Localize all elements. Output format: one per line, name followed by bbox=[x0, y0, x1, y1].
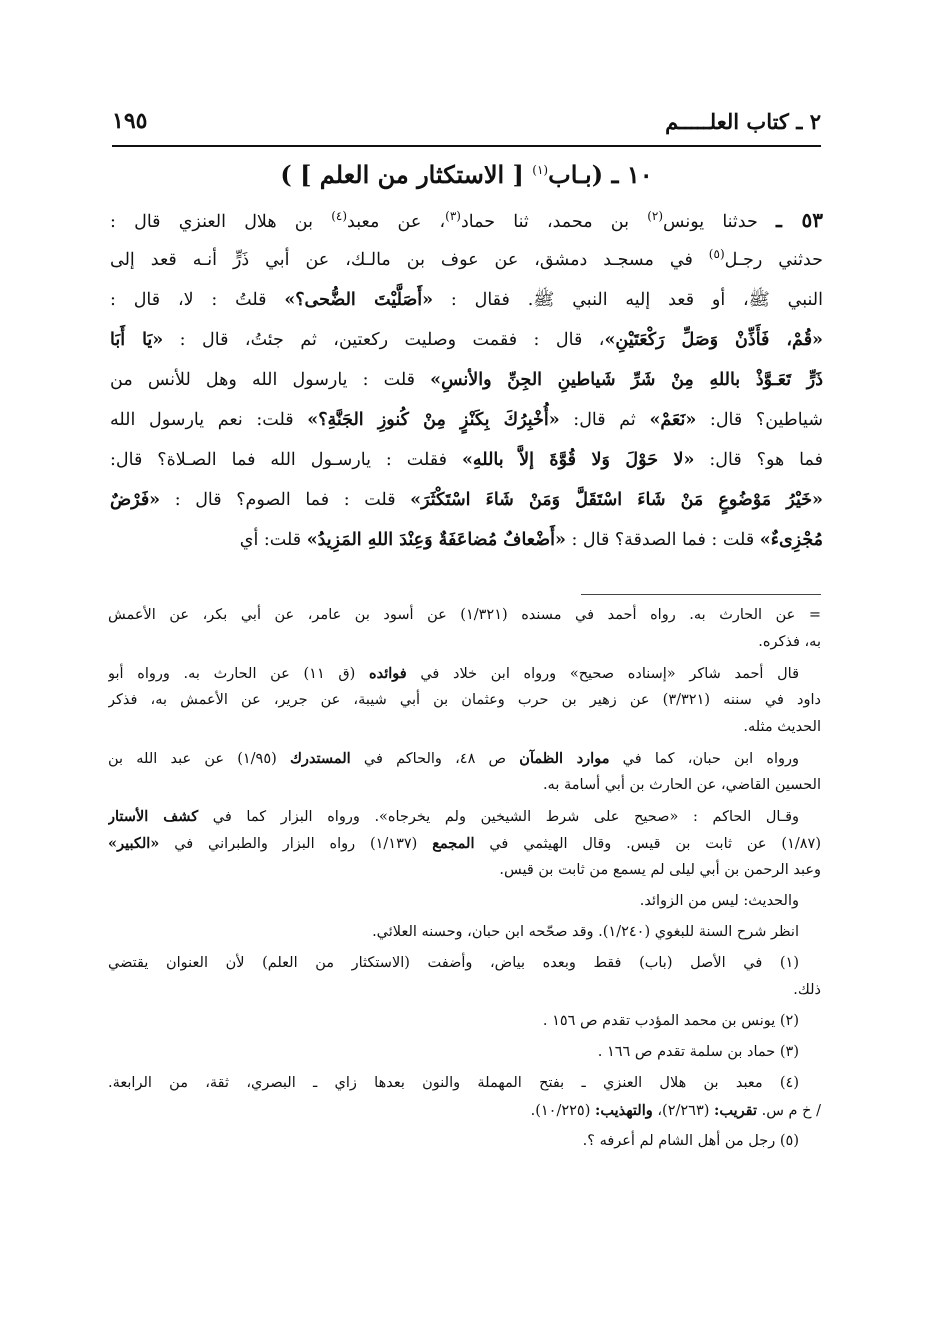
text-run: فما هو؟ قال: bbox=[694, 450, 823, 470]
source-title: فوائده bbox=[368, 665, 407, 682]
note-ref: (٣) bbox=[445, 209, 461, 224]
text-run: ، قال : فقمت وصليت ركعتين، ثم جئتُ، قال : bbox=[163, 330, 605, 350]
footnote-line bbox=[108, 1097, 821, 1124]
prophet-quote: «يَا أَبَا bbox=[110, 330, 164, 350]
source-title: موارد الظمآن bbox=[519, 750, 610, 767]
footnote-run: قال أحمد شاكر «إسناده صحيح» ورواه ابن خلاد في bbox=[406, 666, 800, 682]
text-run: حدثني رجـل bbox=[724, 250, 823, 270]
chapter-number: ١٠ ـ bbox=[611, 160, 653, 189]
footnote-5 bbox=[108, 1128, 821, 1155]
text-run: شياطين؟ قال: bbox=[696, 410, 823, 430]
footnote-line bbox=[108, 803, 821, 830]
text-run: قلت: نعم يارسول الله bbox=[110, 410, 308, 430]
footnote-line: = عن الحارث به. رواه أحمد في مسنده (١/٣٢١) عن أسود بن عامر، عن أبي بكر، عن الأعمش bbox=[108, 607, 821, 623]
prophet-quote: «أَضْعافٌ مُضاعَفَةٌ وَعِنْدَ اللهِ المَزِيدُ» bbox=[306, 530, 566, 550]
text-run: فقلت : يارسـول الله فما الصـلاة؟ قال: bbox=[110, 450, 462, 470]
source-title: المستدرك bbox=[289, 750, 351, 767]
footnote-line bbox=[108, 745, 821, 772]
chapter-heading bbox=[112, 160, 821, 189]
text-run: في مسجـد دمشق، عن عوف بن مالـك، عن أبي ذَرٍّ أنـه قعد إلى bbox=[110, 250, 709, 270]
prophet-quote: «قُمْ، فَأَذِّنْ وَصَلِّ رَكْعَتَيْنِ» bbox=[604, 330, 823, 350]
chapter-open: (بـاب bbox=[548, 160, 604, 189]
hadith-number: ٥٣ ـ bbox=[776, 208, 823, 232]
footnote-continuation bbox=[108, 602, 821, 656]
footnote-line: ذلك. bbox=[793, 982, 821, 998]
footnotes bbox=[108, 602, 821, 1159]
prophet-quote: مُجْزِىءٌ» bbox=[759, 530, 823, 550]
footnote-line bbox=[108, 830, 821, 857]
footnote-line: والحديث: ليس من الزوائد. bbox=[639, 893, 799, 909]
footnote-line: (٥) رجل من أهل الشام لم أعرفه ؟. bbox=[582, 1133, 799, 1149]
footnote-line: داود في سننه (٣/٣٢١) عن زهير بن حرب وعثمان بن أبي شيبة، عن جرير، عن الأعمش به، فذكر bbox=[108, 692, 821, 708]
footnote-run: / خ م س. bbox=[757, 1103, 821, 1119]
footnote-run: وقـال الحاكم : «صحيح على شرط الشيخين ولم يخرجاه». ورواه البزار كما في bbox=[198, 809, 799, 825]
footnote-line: الحسين القاضي، عن الحارث بن أبي أسامة به. bbox=[542, 777, 821, 793]
footnote-3 bbox=[108, 1039, 821, 1066]
text-line bbox=[110, 200, 823, 240]
text-run: قلتُ : لا، قال : bbox=[110, 290, 285, 310]
source-title: تقريب: bbox=[714, 1102, 758, 1119]
chapter-note-ref: (١) bbox=[532, 163, 549, 177]
footnote-2 bbox=[108, 1008, 821, 1035]
running-title: ٢ ـ كتاب العلـــــم bbox=[665, 109, 821, 134]
text-line bbox=[110, 480, 823, 520]
chapter-title: [ الاستكثار من العلم ] ) bbox=[280, 160, 524, 189]
footnote-line bbox=[108, 660, 821, 687]
footnote-run: (١/٩٥) عن عبد الله بن bbox=[108, 751, 290, 767]
footnote-paragraph bbox=[108, 660, 821, 741]
footnote-1 bbox=[108, 950, 821, 1004]
text-line bbox=[110, 280, 823, 320]
footnote-line: وعبد الرحمن بن أبي ليلى لم يسمع من ثابت بن قيس. bbox=[499, 862, 821, 878]
text-line bbox=[110, 440, 823, 480]
footnote-paragraph bbox=[108, 888, 821, 915]
text-line bbox=[110, 520, 823, 560]
footnote-run: (٢/٢٦٣)، bbox=[652, 1103, 715, 1119]
footnote-run: ص ٤٨، والحاكم في bbox=[350, 751, 520, 767]
source-title: المجمع bbox=[432, 835, 475, 852]
note-ref: (٤) bbox=[331, 209, 348, 224]
header-rule bbox=[112, 145, 821, 147]
footnote-paragraph bbox=[108, 919, 821, 946]
prophet-quote: «فَرْضٌ bbox=[110, 490, 161, 510]
footnote-run: (١٠/٢٢٥). bbox=[530, 1103, 595, 1119]
text-line bbox=[110, 400, 823, 440]
footnote-4 bbox=[108, 1070, 821, 1124]
text-line bbox=[110, 240, 823, 280]
footnote-line: (٢) يونس بن محمد المؤدب تقدم ص ١٥٦ . bbox=[542, 1013, 799, 1029]
text-run: قلت : يارسول الله وهل للأنس من bbox=[110, 370, 431, 390]
text-run: بن محمد، ثنا حماد bbox=[460, 212, 648, 232]
footnote-run: ورواه ابن حبان، كما في bbox=[609, 751, 799, 767]
prophet-quote: «لا حَوْلَ وَلا قُوَّةَ إلاَّ باللهِ» bbox=[461, 450, 695, 470]
footnote-line: به، فذكره. bbox=[758, 634, 821, 650]
text-run: النبي ﷺ، أو قعد إليه النبي ﷺ. فقال : bbox=[433, 290, 823, 310]
footnote-separator bbox=[581, 594, 821, 595]
footnote-run: (١/١٣٧) رواه البزار والطبراني في bbox=[159, 836, 433, 852]
hadith-text bbox=[110, 200, 823, 560]
prophet-quote: ذَرٍّ تَعَـوَّذْ باللهِ مِنْ شَرِّ شَياطينِ الجِنِّ والأنسِ» bbox=[430, 370, 823, 390]
footnote-line: الحديث مثله. bbox=[743, 719, 821, 735]
text-run: ثم قال: bbox=[559, 410, 650, 430]
text-run: ، عن معبد bbox=[347, 212, 446, 232]
text-run: قلت: أي bbox=[239, 530, 307, 550]
source-title: والتهذيب: bbox=[595, 1102, 653, 1119]
source-title: كشف الأستار bbox=[108, 808, 199, 825]
note-ref: (٢) bbox=[647, 209, 664, 224]
footnote-line: (٣) حماد بن سلمة تقدم ص ١٦٦ . bbox=[597, 1044, 799, 1060]
footnote-paragraph bbox=[108, 803, 821, 884]
text-run: حدثنا يونس bbox=[663, 212, 758, 232]
footnote-line: (١) في الأصل (باب) فقط وبعده بياض، وأضفت (الاستكثار من العلم) لأن العنوان يقتضي bbox=[108, 955, 799, 971]
text-line bbox=[110, 320, 823, 360]
page-number: ١٩٥ bbox=[112, 108, 148, 134]
source-title: «الكبير» bbox=[108, 835, 160, 852]
footnote-paragraph bbox=[108, 745, 821, 799]
text-run: بن هلال العنزي قال : bbox=[110, 212, 332, 232]
text-run: قلت : فما الصدقة؟ قال : bbox=[565, 530, 760, 550]
footnote-run: (ق ١١) عن الحارث به. ورواه أبو bbox=[108, 666, 369, 682]
footnote-line: انظر شرح السنة للبغوي (١/٢٤٠). وقد صحّحه ابن حبان، وحسنه العلائي. bbox=[372, 924, 799, 940]
text-run: قلت : فما الصوم؟ قال : bbox=[160, 490, 411, 510]
prophet-quote: «أَصَلَّيْتَ الضُّحى؟» bbox=[284, 290, 434, 310]
text-line bbox=[110, 360, 823, 400]
footnote-run: (١/٨٧) عن ثابت بن قيس. وقال الهيثمي في bbox=[474, 836, 821, 852]
prophet-quote: «خَيْرُ مَوْضُوعٍ مَنْ شَاءَ اسْتَقَلَّ وَمَنْ شَاءَ اسْتَكْثَرَ» bbox=[410, 490, 823, 510]
page-header bbox=[112, 94, 821, 134]
note-ref: (٥) bbox=[708, 247, 725, 262]
prophet-quote: «نَعَمْ» bbox=[649, 410, 697, 430]
footnote-line: (٤) معبد بن هلال العنزي ـ بفتح المهملة والنون بعدها زاي ـ البصري، ثقة، من الرابعة. bbox=[108, 1075, 799, 1091]
prophet-quote: «أُخْبِرُكَ بِكَنْزٍ مِنْ كُنوزِ الجَنَّةِ؟» bbox=[307, 410, 560, 430]
